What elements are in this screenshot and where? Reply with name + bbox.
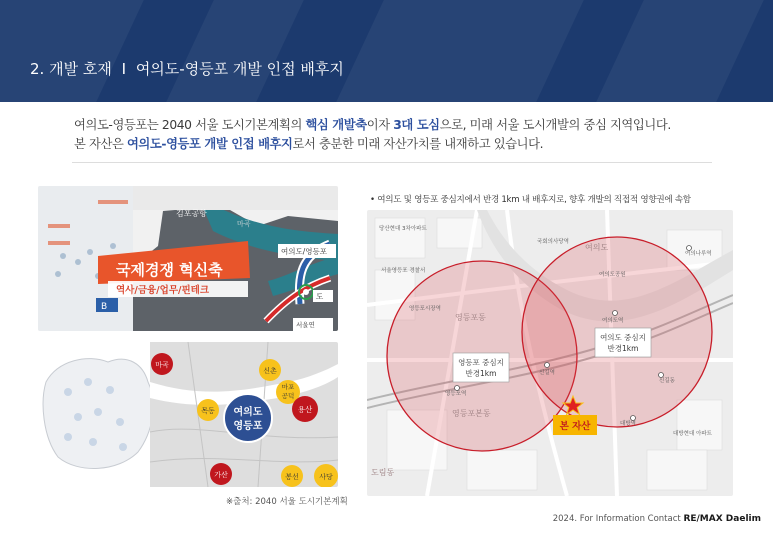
header-band xyxy=(0,0,773,102)
intro-text: 본 자산은 xyxy=(74,137,127,151)
place-label: 영등포본동 xyxy=(452,409,491,418)
bubble-sinchon: 신촌 xyxy=(263,367,277,375)
place-label: 신길동 xyxy=(659,378,675,384)
footer xyxy=(553,514,761,524)
intro-line-2 xyxy=(74,135,714,154)
urban-centers-map xyxy=(38,342,338,487)
place-label: 여의나루역 xyxy=(685,251,712,257)
title-separator: I xyxy=(121,60,127,78)
place-label: 당산현대 3차아파트 xyxy=(379,226,427,232)
map-label-do: 도 xyxy=(316,292,324,301)
map-label-magok: 마곡 xyxy=(237,220,251,228)
bubble-sadang: 사당 xyxy=(319,473,333,481)
intro-highlight: 3대 도심 xyxy=(393,118,440,132)
bubble-yongsan: 용산 xyxy=(297,405,313,414)
right-map-caption: • 여의도 및 영등포 중심지에서 반경 1km 내 배후지로, 향후 개발의 직접적 영향권에 속함 xyxy=(370,195,691,205)
bubble-gasan: 가산 xyxy=(214,471,228,479)
bubble-mapo: 마포 xyxy=(281,383,295,391)
radius-map-graphic xyxy=(367,210,733,496)
page-title xyxy=(30,58,344,79)
intro-text: 로서 충분한 미래 자산가치를 내재하고 있습니다. xyxy=(292,137,544,151)
place-label: 영등포시장역 xyxy=(409,306,441,312)
intro-highlight: 여의도-영등포 개발 인접 배후지 xyxy=(126,137,293,151)
place-label: 대방현대 아파트 xyxy=(673,431,712,437)
brand-logo: RE/MAX Daelim xyxy=(683,514,761,524)
place-label: 여의도 xyxy=(585,243,609,252)
intro-text: 으로, 미래 서울 도시개발의 중심 지역입니다. xyxy=(439,118,671,132)
development-axis-map-graphic xyxy=(38,186,338,331)
center-label-yeouido: 여의도 xyxy=(233,407,263,418)
asset-label: 본 자산 xyxy=(559,421,591,432)
bubble-mokdong: 목동 xyxy=(201,407,215,415)
place-label: 영등포역 xyxy=(445,391,467,397)
footer-text: 2024. For Information Contact xyxy=(552,514,684,524)
bubble-gongdeok: 공덕 xyxy=(281,392,295,400)
ydp-radius-label: 영등포 중심지 xyxy=(458,358,504,367)
map-label-seoul: 서울연 xyxy=(296,321,315,329)
intro-text: 이자 xyxy=(366,118,394,132)
source-note: ※출처: 2040 서울 도시기본계획 xyxy=(226,497,348,507)
center-label-yeongdeungpo: 영등포 xyxy=(233,421,263,432)
title-text: 여의도-영등포 개발 인접 배후지 xyxy=(135,60,344,78)
intro-text: 여의도-영등포는 2040 서울 도시기본계획의 xyxy=(74,118,306,132)
bubble-bongseon: 봉선 xyxy=(285,473,299,481)
place-label: 서울영등포 경찰서 xyxy=(381,268,426,274)
divider xyxy=(72,162,712,163)
radius-map xyxy=(367,210,733,496)
place-label: 여의도역 xyxy=(602,318,624,324)
place-label: 대방역 xyxy=(620,421,636,427)
place-label: 국회의사당역 xyxy=(537,239,569,245)
map-label-b: B xyxy=(101,302,108,312)
map-label-yeouido-yeongdeungpo: 여의도/영등포 xyxy=(281,247,327,256)
intro-line-1 xyxy=(74,116,714,135)
place-label: 영등포동 xyxy=(455,313,486,322)
place-label: 여의도공원 xyxy=(599,272,626,278)
map-label-gimpo: 김포공항 xyxy=(176,209,207,218)
yd-radius-label: 여의도 중심지 xyxy=(600,333,646,342)
place-label: 도림동 xyxy=(371,468,395,477)
intro-paragraph xyxy=(74,116,714,154)
section-label: 2. 개발 호재 xyxy=(30,60,112,78)
intro-highlight: 핵심 개발축 xyxy=(305,118,367,132)
ydp-radius-label: 반경1km xyxy=(465,369,497,378)
place-label: 신길역 xyxy=(539,370,555,376)
banner-sub-label: 역사/금융/업무/핀테크 xyxy=(116,285,210,296)
development-axis-map xyxy=(38,186,338,331)
bubble-magok: 마곡 xyxy=(155,361,169,369)
yd-radius-label: 반경1km xyxy=(607,344,639,353)
urban-centers-map-graphic xyxy=(38,342,338,487)
banner-label: 국제경쟁 혁신축 xyxy=(116,261,223,279)
